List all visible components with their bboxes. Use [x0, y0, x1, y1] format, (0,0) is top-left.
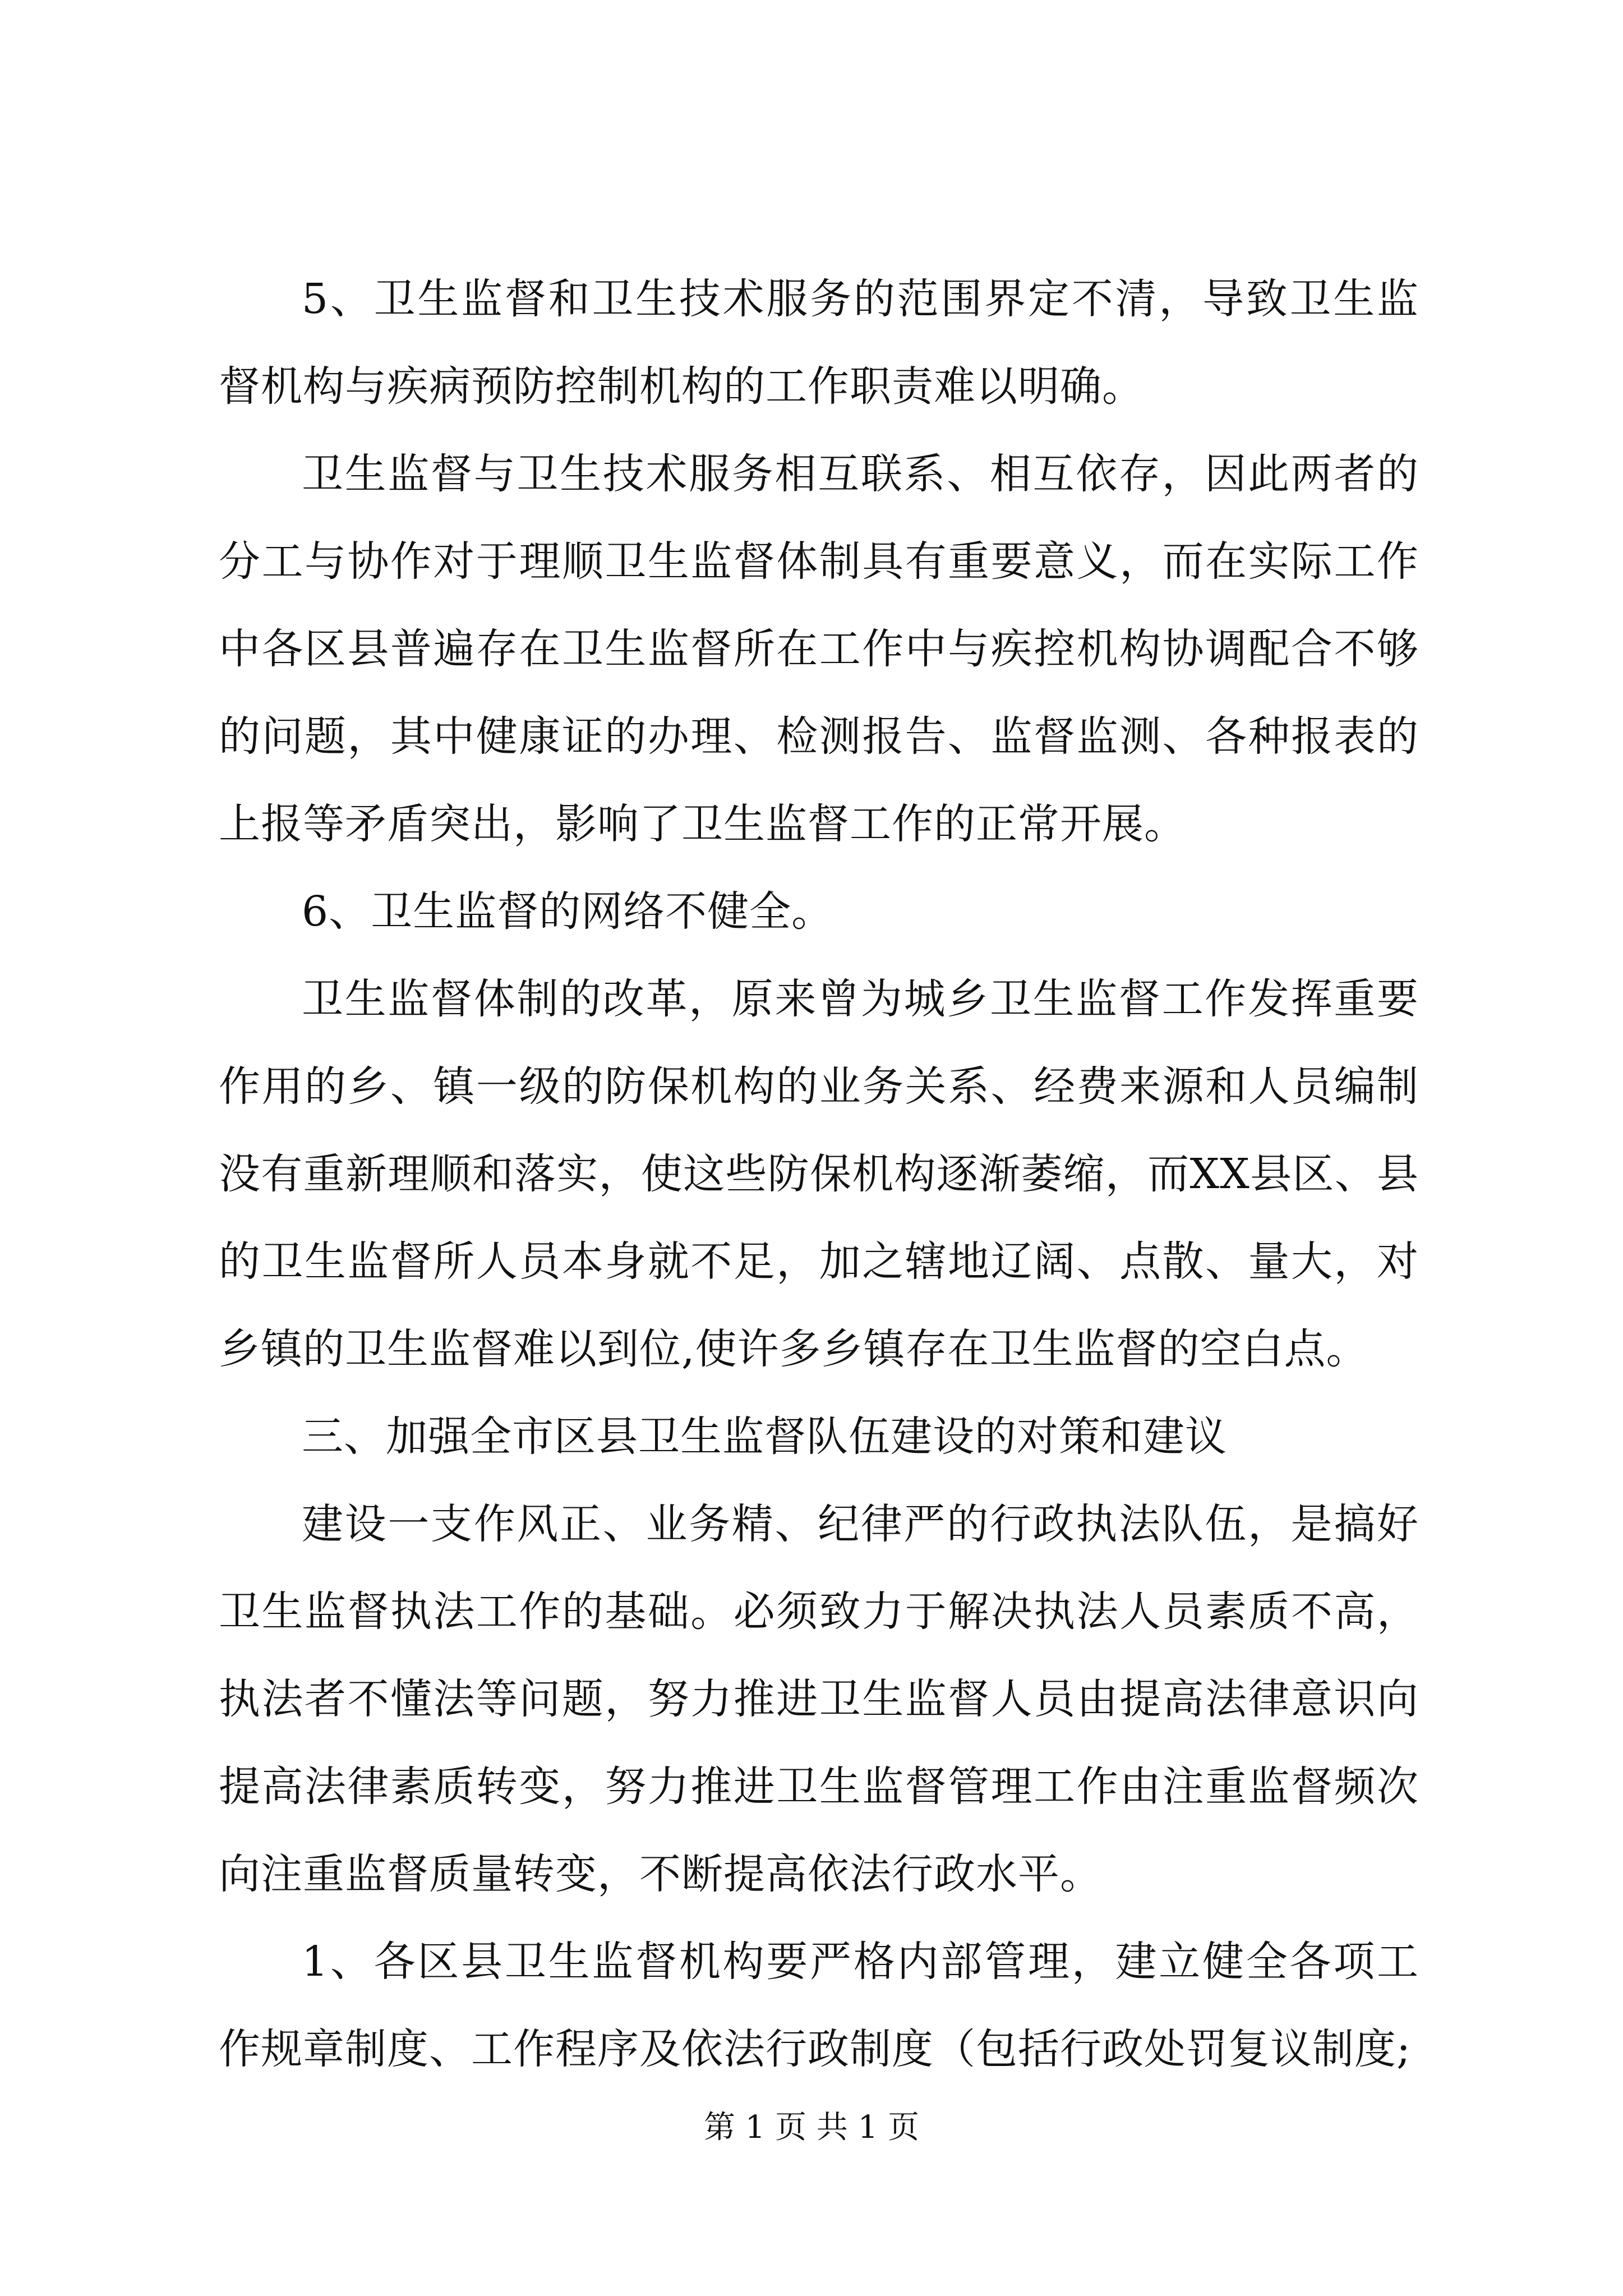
paragraph-supervision-cooperation: 卫生监督与卫生技术服务相互联系、相互依存，因此两者的分工与协作对于理顺卫生监督体制具有重要意义，而在实际工作中各区县普遍存在卫生监督所在工作中与疾控机构协调配合不够的问题，其中健康证的办理、检测报告、监督监测、各种报表的上报等矛盾突出，影响了卫生监督工作的正常开展。	[219, 450, 1419, 848]
paragraph-item-1: 1、各区县卫生监督机构要严格内部管理，建立健全各项工作规章制度、工作程序及依法行政制度（包括行政处罚复议制度;	[219, 1938, 1419, 2073]
page-footer: 第 1 页 共 1 页	[703, 2109, 920, 2146]
section-heading-3: 三、加强全市区县卫生监督队伍建设的对策和建议	[302, 1412, 1227, 1461]
paragraph-item-6: 6、卫生监督的网络不健全。	[302, 887, 834, 936]
document-body	[219, 255, 1419, 2093]
paragraph-team-building: 建设一支作风正、业务精、纪律严的行政执法队伍，是搞好卫生监督执法工作的基础。必须致力于解决执法人员素质不高，执法者不懂法等问题，努力推进卫生监督人员由提高法律意识向提高法律素质转变，努力推进卫生监督管理工作由注重监督频次向注重监督质量转变，不断提高依法行政水平。	[219, 1500, 1419, 1898]
paragraph-network-reform: 卫生监督体制的改革，原来曾为城乡卫生监督工作发挥重要作用的乡、镇一级的防保机构的业务关系、经费来源和人员编制没有重新理顺和落实，使这些防保机构逐渐萎缩，而XX县区、县的卫生监督所人员本身就不足，加之辖地辽阔、点散、量大，对乡镇的卫生监督难以到位,使许多乡镇存在卫生监督的空白点。	[219, 975, 1419, 1373]
paragraph-item-5: 5、卫生监督和卫生技术服务的范围界定不清，导致卫生监督机构与疾病预防控制机构的工作职责难以明确。	[219, 275, 1419, 411]
